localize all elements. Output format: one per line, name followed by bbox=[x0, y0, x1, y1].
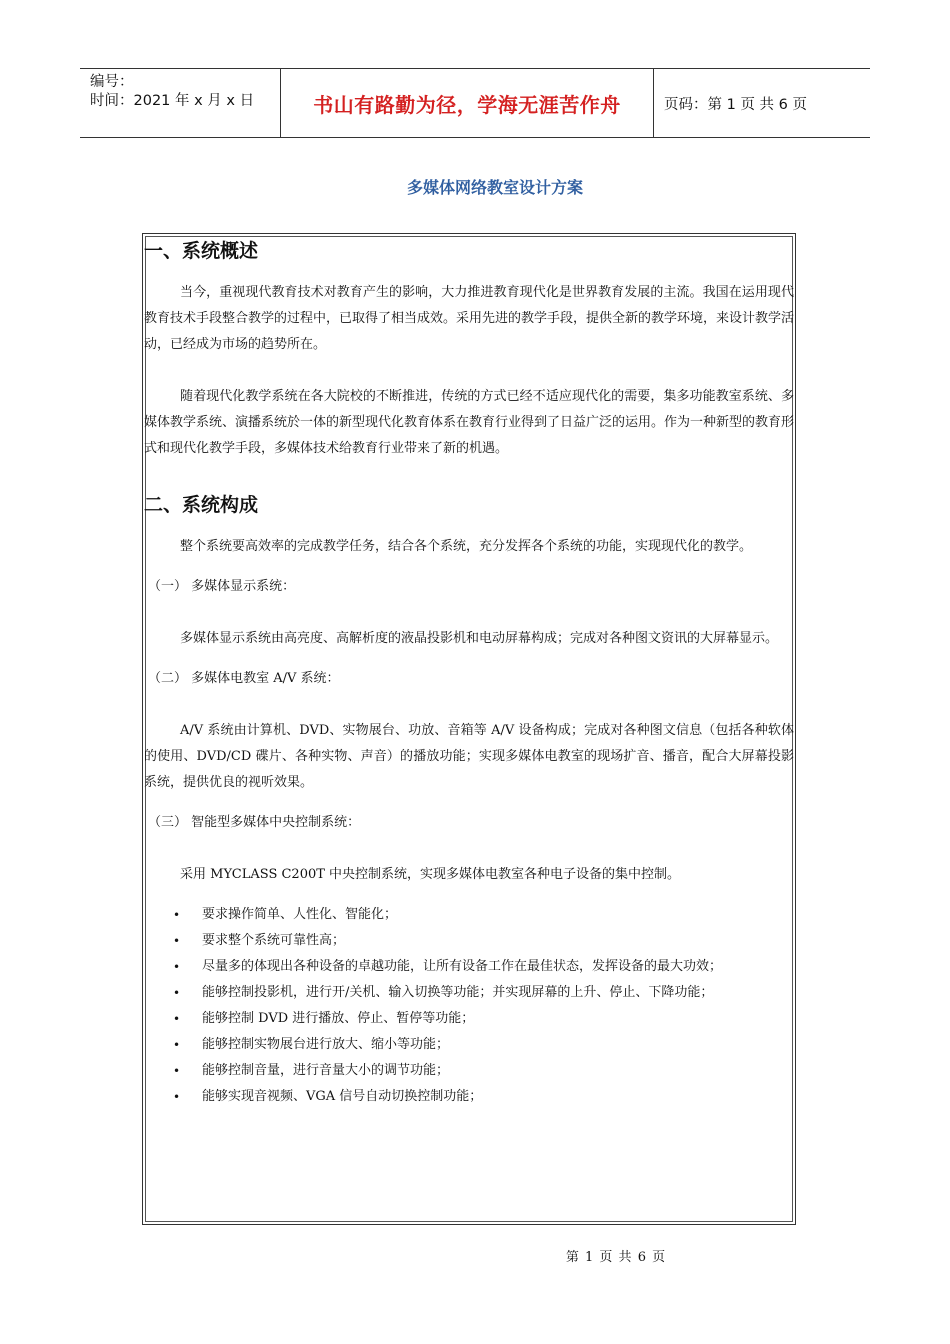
document-title: 多媒体网络教室设计方案 bbox=[406, 178, 583, 197]
page-header bbox=[80, 68, 870, 138]
page-footer: 第 1 页 共 6 页 bbox=[565, 1250, 667, 1265]
document-body bbox=[144, 236, 794, 1110]
subsection-heading-display: （一） 多媒体显示系统： bbox=[148, 579, 296, 594]
list-item: • 能够控制投影机，进行开/关机、输入切换等功能；并实现屏幕的上升、停止、下降功能； bbox=[144, 980, 794, 1006]
bullet-icon: • bbox=[173, 934, 181, 948]
list-item: • 尽量多的体现出各种设备的卓越功能，让所有设备工作在最佳状态，发挥设备的最大功效； bbox=[144, 954, 794, 980]
bullet-icon: • bbox=[173, 908, 181, 922]
subsection-heading-control: （三） 智能型多媒体中央控制系统： bbox=[148, 815, 361, 830]
bullet-icon: • bbox=[173, 1090, 181, 1104]
header-motto-cell bbox=[280, 69, 654, 137]
section-heading-overview: 一、系统概述 bbox=[144, 240, 259, 262]
document-number-label: 编号： bbox=[90, 74, 134, 90]
bullet-icon: • bbox=[173, 960, 181, 974]
header-meta bbox=[80, 69, 280, 137]
section-heading-composition: 二、系统构成 bbox=[144, 494, 259, 516]
header-motto: 书山有路勤为径，学海无涯苦作舟 bbox=[313, 92, 621, 117]
bullet-icon: • bbox=[173, 1012, 181, 1026]
list-item: • 能够控制音量，进行音量大小的调节功能； bbox=[144, 1058, 794, 1084]
bullet-icon: • bbox=[173, 1038, 181, 1052]
control-system-text: 采用 MYCLASS C200T 中央控制系统，实现多媒体电教室各种电子设备的集中控制。 bbox=[180, 867, 681, 882]
document-date: 时间：2021 年 x 月 x 日 bbox=[90, 93, 255, 109]
header-page-info: 页码：第 1 页 共 6 页 bbox=[664, 96, 807, 113]
requirements-list bbox=[144, 902, 794, 1110]
composition-intro: 整个系统要高效率的完成教学任务，结合各个系统，充分发挥各个系统的功能，实现现代化的教学。 bbox=[180, 539, 753, 554]
list-item: • 能够实现音视频、VGA 信号自动切换控制功能； bbox=[144, 1084, 794, 1110]
bullet-icon: • bbox=[173, 986, 181, 1000]
list-item: • 要求操作简单、人性化、智能化； bbox=[144, 902, 794, 928]
list-item: • 能够控制实物展台进行放大、缩小等功能； bbox=[144, 1032, 794, 1058]
subsection-heading-av: （二） 多媒体电教室 A/V 系统： bbox=[148, 671, 340, 686]
overview-paragraph-1: 当今，重视现代教育技术对教育产生的影响，大力推进教育现代化是世界教育发展的主流。我国在运用现代教育技术手段整合教学的过程中，已取得了相当成效。采用先进的教学手段，提供全新的教学环境，来设计教学活动，已经成为市场的趋势所在。 bbox=[144, 285, 795, 352]
av-system-text: A/V 系统由计算机、DVD、实物展台、功放、音箱等 A/V 设备构成；完成对各种图文信息（包括各种软体的使用、DVD/CD 碟片、各种实物、声音）的播放功能；实现多媒体电教室的现场扩音、播音，配合大屏幕投影系统，提供优良的视听效果。 bbox=[144, 723, 794, 790]
bullet-icon: • bbox=[173, 1064, 181, 1078]
list-item: • 要求整个系统可靠性高； bbox=[144, 928, 794, 954]
overview-paragraph-2: 随着现代化教学系统在各大院校的不断推进，传统的方式已经不适应现代化的需要，集多功能教室系统、多媒体教学系统、演播系统於一体的新型现代化教育体系在教育行业得到了日益广泛的运用。作为一种新型的教育形式和现代化教学手段，多媒体技术给教育行业带来了新的机遇。 bbox=[144, 389, 795, 456]
display-system-text: 多媒体显示系统由高亮度、高解析度的液晶投影机和电动屏幕构成；完成对各种图文资讯的大屏幕显示。 bbox=[180, 631, 779, 646]
list-item: • 能够控制 DVD 进行播放、停止、暂停等功能； bbox=[144, 1006, 794, 1032]
